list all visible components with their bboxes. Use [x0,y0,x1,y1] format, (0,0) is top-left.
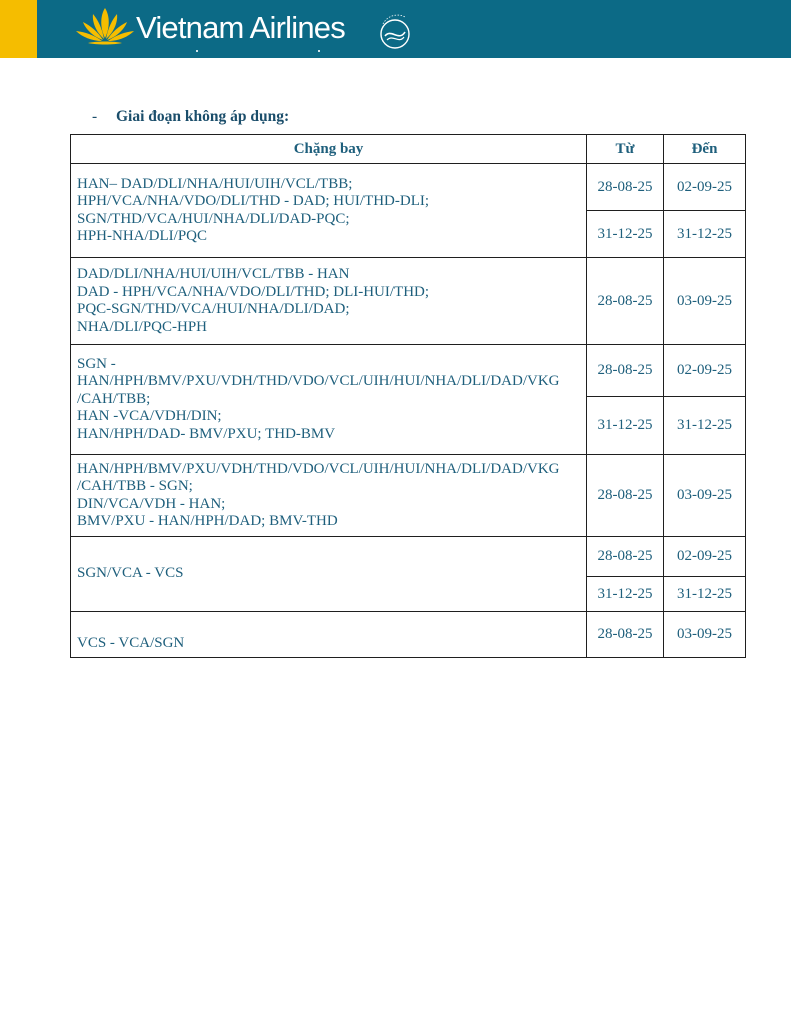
table-row [71,345,746,397]
route-cell [71,258,587,345]
route-line: HAN– DAD/DLI/NHA/HUI/UIH/VCL/TBB; [77,175,353,192]
header-bar [0,0,791,58]
to-date-cell: 02-09-25 [664,537,746,577]
route-line: HAN/HPH/DAD- BMV/PXU; THD-BMV [77,425,336,442]
section-heading [92,108,289,126]
table-header-row [71,135,746,164]
bullet-dash: - [92,108,98,125]
from-date-cell: 28-08-25 [587,455,664,537]
from-date-cell: 28-08-25 [587,258,664,345]
from-date-cell: 28-08-25 [587,345,664,397]
to-date-cell: 31-12-25 [664,397,746,455]
route-cell [71,612,587,658]
route-line: SGN/VCA - VCS [77,565,184,582]
route-line: /CAH/TBB - SGN; [77,478,193,494]
route-line: HAN -VCA/VDH/DIN; [77,408,222,425]
from-date-cell: 31-12-25 [587,577,664,612]
non-applicable-period-table [70,134,746,658]
route-line: HPH-NHA/DLI/PQC [77,228,208,244]
column-header-route: Chặng bay [71,135,587,164]
column-header-from: Từ [587,135,664,164]
from-date-cell: 31-12-25 [587,211,664,258]
route-line: NHA/DLI/PQC-HPH [77,318,208,335]
to-date-cell: 02-09-25 [664,164,746,211]
route-line: /CAH/TBB; [77,390,151,407]
route-cell [71,455,587,537]
route-line: VCS - VCA/SGN [77,634,185,651]
lotus-logo-icon [74,6,136,46]
route-cell [71,345,587,455]
route-line: HAN/HPH/BMV/PXU/VDH/THD/VDO/VCL/UIH/HUI/NHA/DLI/DAD/VKG [77,460,560,477]
from-date-cell: 31-12-25 [587,397,664,455]
route-line: DAD - HPH/VCA/NHA/VDO/DLI/THD; DLI-HUI/THD; [77,283,430,300]
to-date-cell: 03-09-25 [664,258,746,345]
route-line: DIN/VCA/VDH - HAN; [77,495,226,512]
from-date-cell: 28-08-25 [587,612,664,658]
from-date-cell: 28-08-25 [587,164,664,211]
to-date-cell: 31-12-25 [664,577,746,612]
to-date-cell: 31-12-25 [664,211,746,258]
skyteam-logo-icon [375,12,415,52]
brand-wordmark: Vietnam Airlines [136,10,345,45]
to-date-cell: 03-09-25 [664,612,746,658]
column-header-to: Đến [664,135,746,164]
table-row [71,537,746,577]
route-line: SGN - [77,355,116,372]
to-date-cell: 02-09-25 [664,345,746,397]
route-line: DAD/DLI/NHA/HUI/UIH/VCL/TBB - HAN [77,266,350,282]
header-accent-block [0,0,37,58]
route-cell [71,537,587,612]
table-row [71,455,746,537]
table-row [71,612,746,658]
to-date-cell: 03-09-25 [664,455,746,537]
section-heading-text: Giai đoạn không áp dụng: [116,108,290,125]
route-line: PQC-SGN/THD/VCA/HUI/NHA/DLI/DAD; [77,301,350,317]
table-row [71,164,746,211]
from-date-cell: 28-08-25 [587,537,664,577]
table-row [71,258,746,345]
route-cell [71,164,587,258]
route-line: HAN/HPH/BMV/PXU/VDH/THD/VDO/VCL/UIH/HUI/NHA/DLI/DAD/VKG [77,373,560,390]
route-line: BMV/PXU - HAN/HPH/DAD; BMV-THD [77,513,338,529]
header-dot [318,50,320,52]
route-line: HPH/VCA/NHA/VDO/DLI/THD - DAD; HUI/THD-DLI; [77,193,430,209]
header-dot [196,50,198,52]
route-line: SGN/THD/VCA/HUI/NHA/DLI/DAD-PQC; [77,210,350,227]
